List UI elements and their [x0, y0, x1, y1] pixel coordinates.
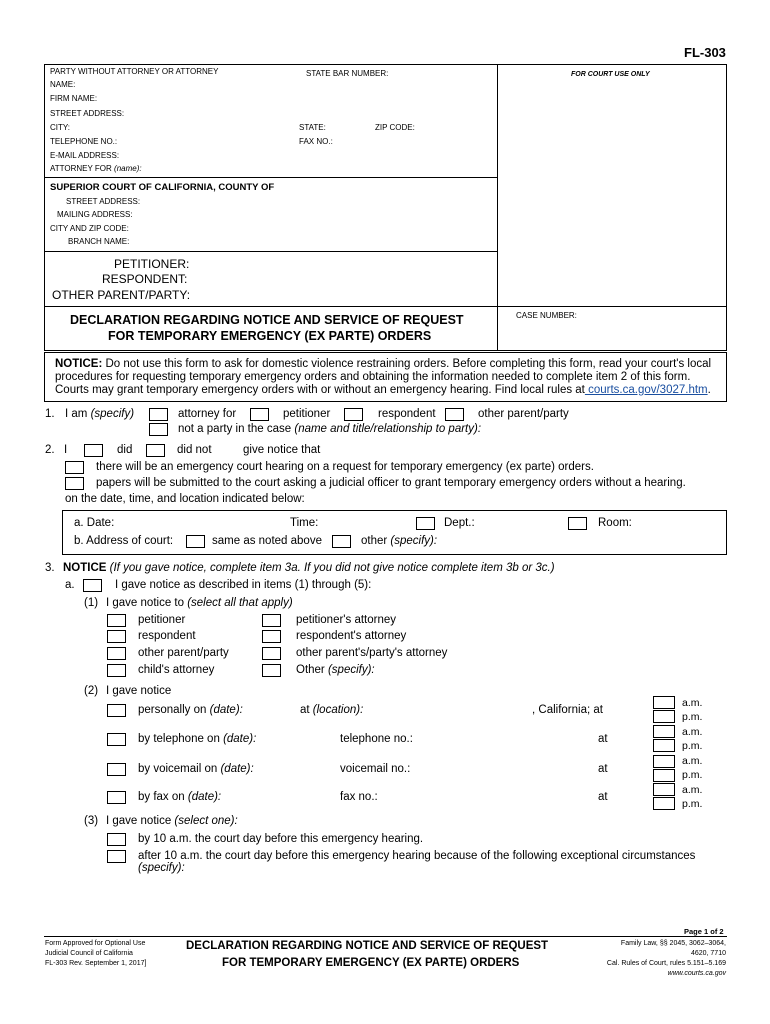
sub2-text: I gave notice — [106, 685, 172, 697]
sub2-number: (2) — [84, 685, 99, 697]
respondent-label: RESPONDENT: — [102, 272, 188, 286]
other-address-text: other — [361, 535, 388, 547]
notice-text1: Do not use this form to ask for domestic violence restraining orders. Before completing this form, read your court's local — [105, 358, 712, 370]
notice-label: NOTICE: — [55, 358, 103, 370]
give-notice-text: give notice that — [243, 444, 321, 456]
voicemail-date: (date): — [220, 763, 254, 775]
notice-line3 — [55, 384, 711, 396]
on-date-text: on the date, time, and location indicated below: — [65, 493, 305, 505]
after10-checkbox[interactable] — [107, 850, 126, 863]
state-label: STATE: — [299, 123, 326, 132]
attorney-for-checkbox[interactable] — [149, 408, 168, 421]
item1-number: 1. — [45, 408, 55, 420]
footer-website: www.courts.ca.gov — [667, 970, 726, 977]
fax-text: by fax on — [138, 791, 185, 803]
personally-option — [138, 704, 243, 716]
personally-pm-label: p.m. — [682, 711, 703, 723]
footer-approved: Form Approved for Optional Use — [45, 940, 146, 947]
sub3-ital: (select one): — [174, 815, 238, 827]
street-address-label: STREET ADDRESS: — [50, 109, 125, 118]
for-court-use-only-label: FOR COURT USE ONLY — [571, 71, 650, 78]
voicemail-checkbox[interactable] — [107, 763, 126, 776]
footer-council: Judicial Council of California — [45, 950, 133, 957]
papers-submitted-checkbox[interactable] — [65, 477, 84, 490]
voicemail-pm-checkbox[interactable] — [653, 769, 675, 782]
telephone-checkbox[interactable] — [107, 733, 126, 746]
personally-text: personally on — [138, 704, 207, 716]
notice-petitioners-attorney-checkbox[interactable] — [262, 614, 281, 627]
before10-checkbox[interactable] — [107, 833, 126, 846]
hearing-room-label: Room: — [598, 517, 632, 529]
footer-law3: Cal. Rules of Court, rules 5.151–5.169 — [606, 960, 726, 967]
court-street-label: STREET ADDRESS: — [66, 197, 141, 206]
notice-petitioners-attorney-option: petitioner's attorney — [296, 614, 397, 626]
not-party-checkbox[interactable] — [149, 423, 168, 436]
same-as-option: same as noted above — [212, 535, 322, 547]
court-hearing-checkbox[interactable] — [65, 461, 84, 474]
voicemail-option — [138, 763, 254, 775]
sub1-text: I gave notice to — [106, 597, 184, 609]
sub1-ital: (select all that apply) — [187, 597, 293, 609]
footer-law1: Family Law, §§ 2045, 3062–3064, — [620, 940, 726, 947]
item1-i-am: I am — [65, 408, 88, 420]
did-not-checkbox[interactable] — [146, 444, 165, 457]
item3-number: 3. — [45, 562, 55, 574]
footer-title-line2: FOR TEMPORARY EMERGENCY (EX PARTE) ORDERS — [222, 957, 520, 969]
petitioner-label: PETITIONER: — [114, 257, 190, 271]
court-branch-label: BRANCH NAME: — [68, 237, 130, 246]
item2-i: I — [64, 444, 68, 456]
voicemail-no-label: voicemail no.: — [340, 763, 411, 775]
footer-rule — [44, 936, 727, 937]
telephone-label: TELEPHONE NO.: — [50, 137, 118, 146]
notice-petitioner-checkbox[interactable] — [107, 614, 126, 627]
after10-specify: (specify): — [138, 862, 185, 874]
telephone-pm-label: p.m. — [682, 740, 703, 752]
notice-other-parent-checkbox[interactable] — [107, 647, 126, 660]
voicemail-text: by voicemail on — [138, 763, 218, 775]
zip-code-label: ZIP CODE: — [375, 123, 415, 132]
other-parent-checkbox[interactable] — [445, 408, 464, 421]
telephone-date: (date): — [223, 733, 257, 745]
telephone-text: by telephone on — [138, 733, 220, 745]
name-label: NAME: — [50, 80, 76, 89]
item2-number: 2. — [45, 444, 55, 456]
notice-other-specify: (specify): — [327, 664, 375, 676]
sub3-text: I gave notice — [106, 815, 172, 827]
telephone-pm-checkbox[interactable] — [653, 739, 675, 752]
city-label: CITY: — [50, 123, 71, 132]
did-option: did — [117, 444, 133, 456]
fax-pm-checkbox[interactable] — [653, 797, 675, 810]
voicemail-at: at — [598, 763, 608, 775]
fax-checkbox[interactable] — [107, 791, 126, 804]
fax-at: at — [598, 791, 608, 803]
court-address-label: b. Address of court: — [74, 535, 174, 547]
respondent-checkbox[interactable] — [344, 408, 363, 421]
telephone-am-label: a.m. — [682, 726, 703, 738]
personally-checkbox[interactable] — [107, 704, 126, 717]
petitioner-checkbox[interactable] — [250, 408, 269, 421]
caption-box — [44, 64, 727, 351]
form-title-line2: FOR TEMPORARY EMERGENCY (EX PARTE) ORDERS — [108, 329, 432, 343]
fax-am-checkbox[interactable] — [653, 783, 675, 796]
caption-vertical-divider — [497, 64, 498, 351]
item1-specify: (specify) — [90, 408, 135, 420]
papers-submitted-option: papers will be submitted to the court asking a judicial officer to grant temporary emergency orders without a hearing. — [96, 477, 686, 489]
hearing-date-label: a. Date: — [74, 517, 115, 529]
notice-line2: procedures for requesting temporary emergency orders and obtaining the information needed to complete item 2 of this form. — [55, 371, 691, 383]
personally-california: , California; at — [532, 704, 603, 716]
court-heading: SUPERIOR COURT OF CALIFORNIA, COUNTY OF — [50, 182, 275, 193]
notice-line1 — [55, 358, 711, 370]
notice-other-parents-attorney-option: other parent's/party's attorney — [296, 647, 448, 659]
item3a-letter: a. — [65, 579, 75, 591]
court-mailing-label: MAILING ADDRESS: — [57, 210, 133, 219]
form-title-line1: DECLARATION REGARDING NOTICE AND SERVICE OF REQUEST — [70, 313, 464, 327]
firm-name-label: FIRM NAME: — [50, 94, 98, 103]
email-label: E-MAIL ADDRESS: — [50, 151, 120, 160]
notice-petitioner-option: petitioner — [138, 614, 186, 626]
item3-notice: NOTICE — [63, 562, 107, 574]
caption-divider-3 — [44, 306, 727, 307]
notice-respondents-attorney-option: respondent's attorney — [296, 630, 407, 642]
footer-rev: FL-303 Rev. September 1, 2017] — [45, 960, 147, 967]
sub3-heading — [106, 815, 238, 827]
caption-divider-1 — [44, 177, 498, 178]
same-as-checkbox[interactable] — [186, 535, 205, 548]
after10-option: after 10 a.m. the court day before this emergency hearing because of the following exceptional circumstances — [138, 850, 696, 862]
fax-am-label: a.m. — [682, 784, 703, 796]
local-rules-link[interactable]: courts.ca.gov/3027.htm — [584, 384, 708, 396]
petitioner-option: petitioner — [283, 408, 331, 420]
before10-option: by 10 a.m. the court day before this emergency hearing. — [138, 833, 424, 845]
page-number: Page 1 of 2 — [684, 927, 724, 936]
did-checkbox[interactable] — [84, 444, 103, 457]
notice-period: . — [707, 384, 711, 396]
voicemail-am-checkbox[interactable] — [653, 755, 675, 768]
sub1-heading — [106, 597, 293, 609]
other-address-specify: (specify): — [390, 535, 438, 547]
notice-childs-attorney-checkbox[interactable] — [107, 664, 126, 677]
party-without-attorney-label: PARTY WITHOUT ATTORNEY OR ATTORNEY — [50, 67, 219, 76]
caption-divider-2 — [44, 251, 498, 252]
other-address-checkbox[interactable] — [332, 535, 351, 548]
fax-label: FAX NO.: — [299, 137, 333, 146]
sub1-number: (1) — [84, 597, 99, 609]
personally-location-ital: (location): — [312, 704, 364, 716]
notice-other-text: Other — [296, 664, 325, 676]
notice-other-option — [296, 664, 375, 676]
did-not-option: did not — [177, 444, 212, 456]
state-bar-number-label: STATE BAR NUMBER: — [306, 69, 389, 78]
other-parent-option: other parent/party — [478, 408, 569, 420]
personally-am-label: a.m. — [682, 697, 703, 709]
telephone-am-checkbox[interactable] — [653, 725, 675, 738]
personally-am-checkbox[interactable] — [653, 696, 675, 709]
notice-other-checkbox[interactable] — [262, 664, 281, 677]
attorney-for-text: ATTORNEY FOR — [50, 164, 112, 173]
respondent-option: respondent — [378, 408, 436, 420]
footer-law2: 4620, 7710 — [690, 950, 726, 957]
room-checkbox[interactable] — [568, 517, 587, 530]
voicemail-pm-label: p.m. — [682, 769, 703, 781]
item3-notice-ital: (If you gave notice, complete item 3a. If you did not give notice complete item 3b or 3c.) — [109, 562, 555, 574]
hearing-dept-label: Dept.: — [444, 517, 475, 529]
personally-pm-checkbox[interactable] — [653, 710, 675, 723]
sub3-number: (3) — [84, 815, 99, 827]
item3a-checkbox[interactable] — [83, 579, 102, 592]
not-party-option — [178, 423, 481, 435]
fax-pm-label: p.m. — [682, 798, 703, 810]
item3-heading — [63, 562, 555, 574]
notice-text3: Courts may grant temporary emergency orders with or without an emergency hearing. Find local rules at — [55, 384, 585, 396]
form-id: FL-303 — [684, 45, 726, 60]
notice-other-parent-option: other parent/party — [138, 647, 229, 659]
notice-childs-attorney-option: child's attorney — [138, 664, 215, 676]
attorney-for-label — [50, 164, 142, 173]
personally-date: (date): — [209, 704, 243, 716]
fax-no-label: fax no.: — [340, 791, 378, 803]
attorney-for-name: (name): — [114, 164, 142, 173]
not-party-ital: (name and title/relationship to party): — [294, 423, 482, 435]
other-parent-label: OTHER PARENT/PARTY: — [52, 288, 191, 302]
telephone-at: at — [598, 733, 608, 745]
item3a-text: I gave notice as described in items (1) through (5): — [115, 579, 372, 591]
other-address-option — [361, 535, 437, 547]
court-city-label: CITY AND ZIP CODE: — [50, 224, 129, 233]
notice-respondent-checkbox[interactable] — [107, 630, 126, 643]
hearing-time-label: Time: — [290, 517, 319, 529]
attorney-for-option: attorney for — [178, 408, 237, 420]
fax-date: (date): — [187, 791, 222, 803]
personally-location — [300, 704, 363, 716]
telephone-no-label: telephone no.: — [340, 733, 413, 745]
fax-option — [138, 791, 221, 803]
notice-respondent-option: respondent — [138, 630, 196, 642]
telephone-option — [138, 733, 256, 745]
dept-checkbox[interactable] — [416, 517, 435, 530]
personally-at: at — [300, 704, 310, 716]
court-hearing-option: there will be an emergency court hearing on a request for temporary emergency (ex parte) orders. — [96, 461, 594, 473]
notice-other-parents-attorney-checkbox[interactable] — [262, 647, 281, 660]
voicemail-am-label: a.m. — [682, 755, 703, 767]
item1-lead — [65, 408, 134, 420]
not-party-text: not a party in the case — [178, 423, 292, 435]
footer-title-line1: DECLARATION REGARDING NOTICE AND SERVICE OF REQUEST — [186, 940, 549, 952]
case-number-label: CASE NUMBER: — [516, 311, 577, 320]
notice-respondents-attorney-checkbox[interactable] — [262, 630, 281, 643]
